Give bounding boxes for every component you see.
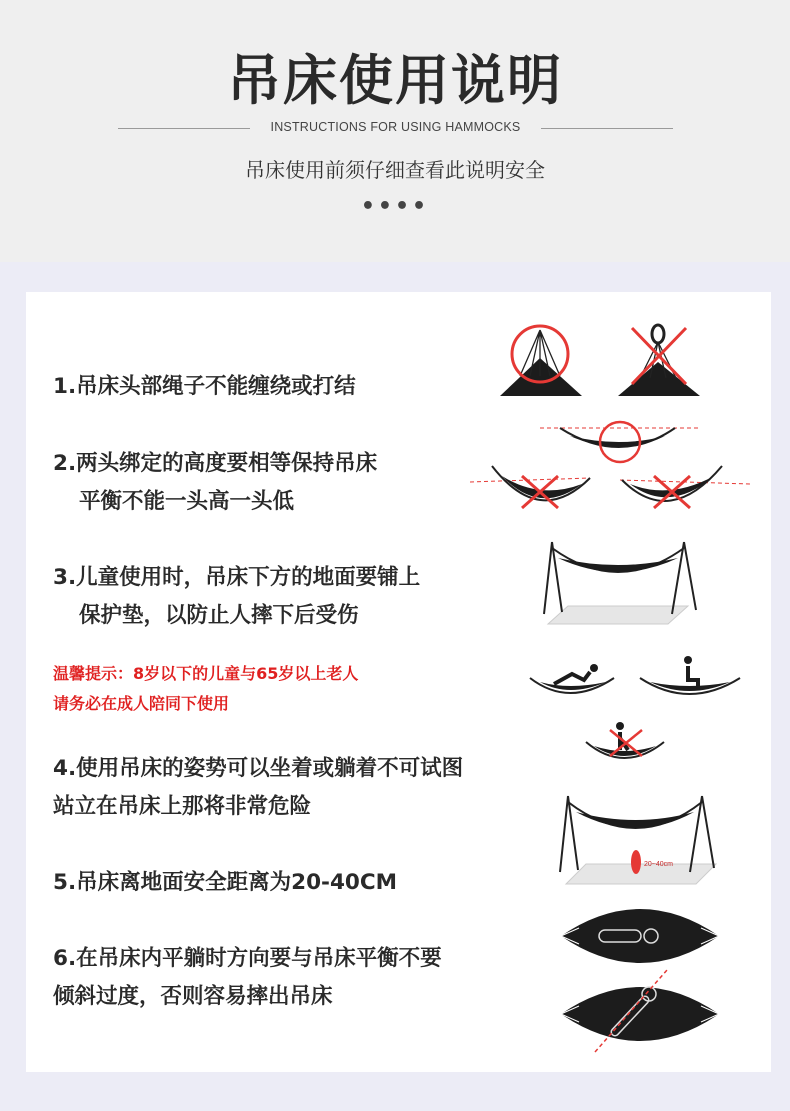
instruction-3-line1: 3.儿童使用时，吊床下方的地面要铺上 (53, 565, 421, 590)
instruction-6-line2: 倾斜过度，否则容易摔出吊床 (53, 984, 333, 1009)
instruction-6-line1: 6.在吊床内平躺时方向要与吊床平衡不要 (53, 946, 442, 971)
hammock-end-correct (500, 326, 582, 396)
hammock-unlevel-right (620, 466, 750, 508)
standing-figure-wrong (586, 722, 664, 758)
warning-line2: 请务必在成人陪同下使用 (53, 694, 230, 713)
sitting-figure (640, 656, 740, 694)
header-note: 吊床使用前须仔细查看此说明安全 (245, 158, 545, 182)
lying-figure (530, 664, 614, 693)
level-hammock-illustration (470, 418, 760, 518)
english-subtitle: INSTRUCTIONS FOR USING HAMMOCKS (270, 120, 521, 134)
hammock-level-correct (540, 422, 700, 462)
instruction-2-line2: 平衡不能一头高一头低 (79, 489, 295, 514)
instruction-4-line1: 4.使用吊床的姿势可以坐着或躺着不可试图 (53, 756, 464, 781)
hammock-top-view-correct (561, 909, 719, 963)
instruction-2-line1: 2.两头绑定的高度要相等保持吊床 (53, 451, 378, 476)
instruction-item-6 (53, 940, 442, 1016)
dots-decoration: •••• (360, 194, 430, 219)
hammock-top-view-wrong (561, 970, 719, 1052)
rope-knot-illustration (490, 318, 700, 398)
ground-distance-illustration (556, 790, 726, 888)
warning-line1: 温馨提示：8岁以下的儿童与65岁以上老人 (53, 664, 359, 683)
instruction-1-text: 1.吊床头部绳子不能缠绕或打结 (53, 374, 356, 399)
page-title: 吊床使用说明 (227, 49, 563, 112)
hammock-unlevel-left (470, 466, 590, 508)
instruction-5-text: 5.吊床离地面安全距离为20-40CM (53, 870, 398, 895)
subtitle-row (118, 118, 673, 140)
instruction-item-1 (53, 368, 356, 406)
warning-note (53, 659, 358, 719)
protective-mat-illustration (538, 536, 708, 628)
instruction-item-3 (53, 559, 420, 635)
hammock-end-wrong (618, 325, 700, 396)
instruction-item-4 (53, 750, 463, 826)
orientation-illustration (555, 900, 725, 1058)
instruction-item-2 (53, 445, 377, 521)
posture-illustration (524, 658, 744, 780)
divider-right (541, 128, 673, 129)
distance-label: 20~40cm (644, 861, 673, 868)
instruction-4-line2: 站立在吊床上那将非常危险 (53, 794, 312, 819)
instruction-item-5 (53, 864, 397, 902)
instruction-3-line2: 保护垫，以防止人摔下后受伤 (79, 603, 359, 628)
